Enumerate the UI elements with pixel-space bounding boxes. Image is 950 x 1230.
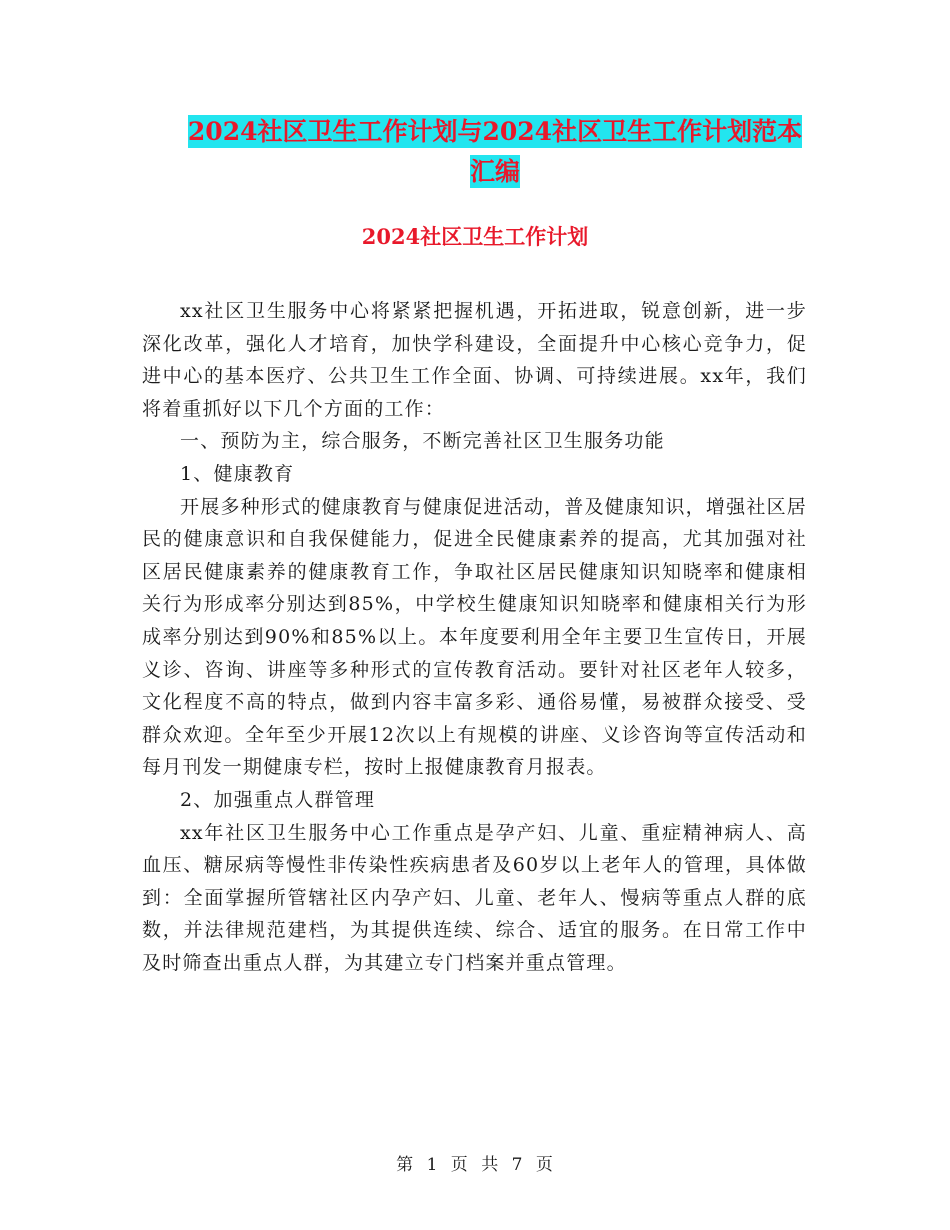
paragraph-key-groups: xx年社区卫生服务中心工作重点是孕产妇、儿童、重症精神病人、高血压、糖尿病等慢性非传染性疾病患者及60岁以上老年人的管理，具体做到：全面掌握所管辖社区内孕产妇、儿童、老年人、慢病等重点人群的底数，并法律规范建档，为其提供连续、综合、适宜的服务。在日常工作中及时筛查出重点人群，为其建立专门档案并重点管理。 <box>142 821 807 974</box>
document-title-line2: 汇编 <box>469 157 520 186</box>
heading-section-1: 一、预防为主，综合服务，不断完善社区卫生服务功能 <box>180 430 665 453</box>
document-title-line1: 2024社区卫生工作计划与2024社区卫生工作计划范本 <box>187 117 803 146</box>
section-title: 2024社区卫生工作计划 <box>361 224 589 249</box>
heading-item-2: 2、加强重点人群管理 <box>180 788 376 811</box>
paragraph-intro: xx社区卫生服务中心将紧紧把握机遇，开拓进取，锐意创新，进一步深化改革，强化人才培育，加快学科建设，全面提升中心核心竞争力，促进中心的基本医疗、公共卫生工作全面、协调、可持续进展。xx年，我们将着重抓好以下几个方面的工作： <box>142 300 807 420</box>
heading-item-1: 1、健康教育 <box>180 462 295 485</box>
document-body <box>142 295 807 979</box>
document-title <box>140 112 850 192</box>
page-number-footer: 第 1 页 共 7 页 <box>396 1155 554 1175</box>
paragraph-health-education: 开展多种形式的健康教育与健康促进活动，普及健康知识，增强社区居民的健康意识和自我保健能力，促进全民健康素养的提高，尤其加强对社区居民健康素养的健康教育工作，争取社区居民健康知识知晓率和健康相关行为形成率分别达到85%，中学校生健康知识知晓率和健康相关行为形成率分别达到90%和85%以上。本年度要利用全年主要卫生宣传日，开展义诊、咨询、讲座等多种形式的宣传教育活动。要针对社区老年人较多，文化程度不高的特点，做到内容丰富多彩、通俗易懂，易被群众接受、受群众欢迎。全年至少开展12次以上有规模的讲座、义诊咨询等宣传活动和每月刊发一期健康专栏，按时上报健康教育月报表。 <box>142 495 807 779</box>
